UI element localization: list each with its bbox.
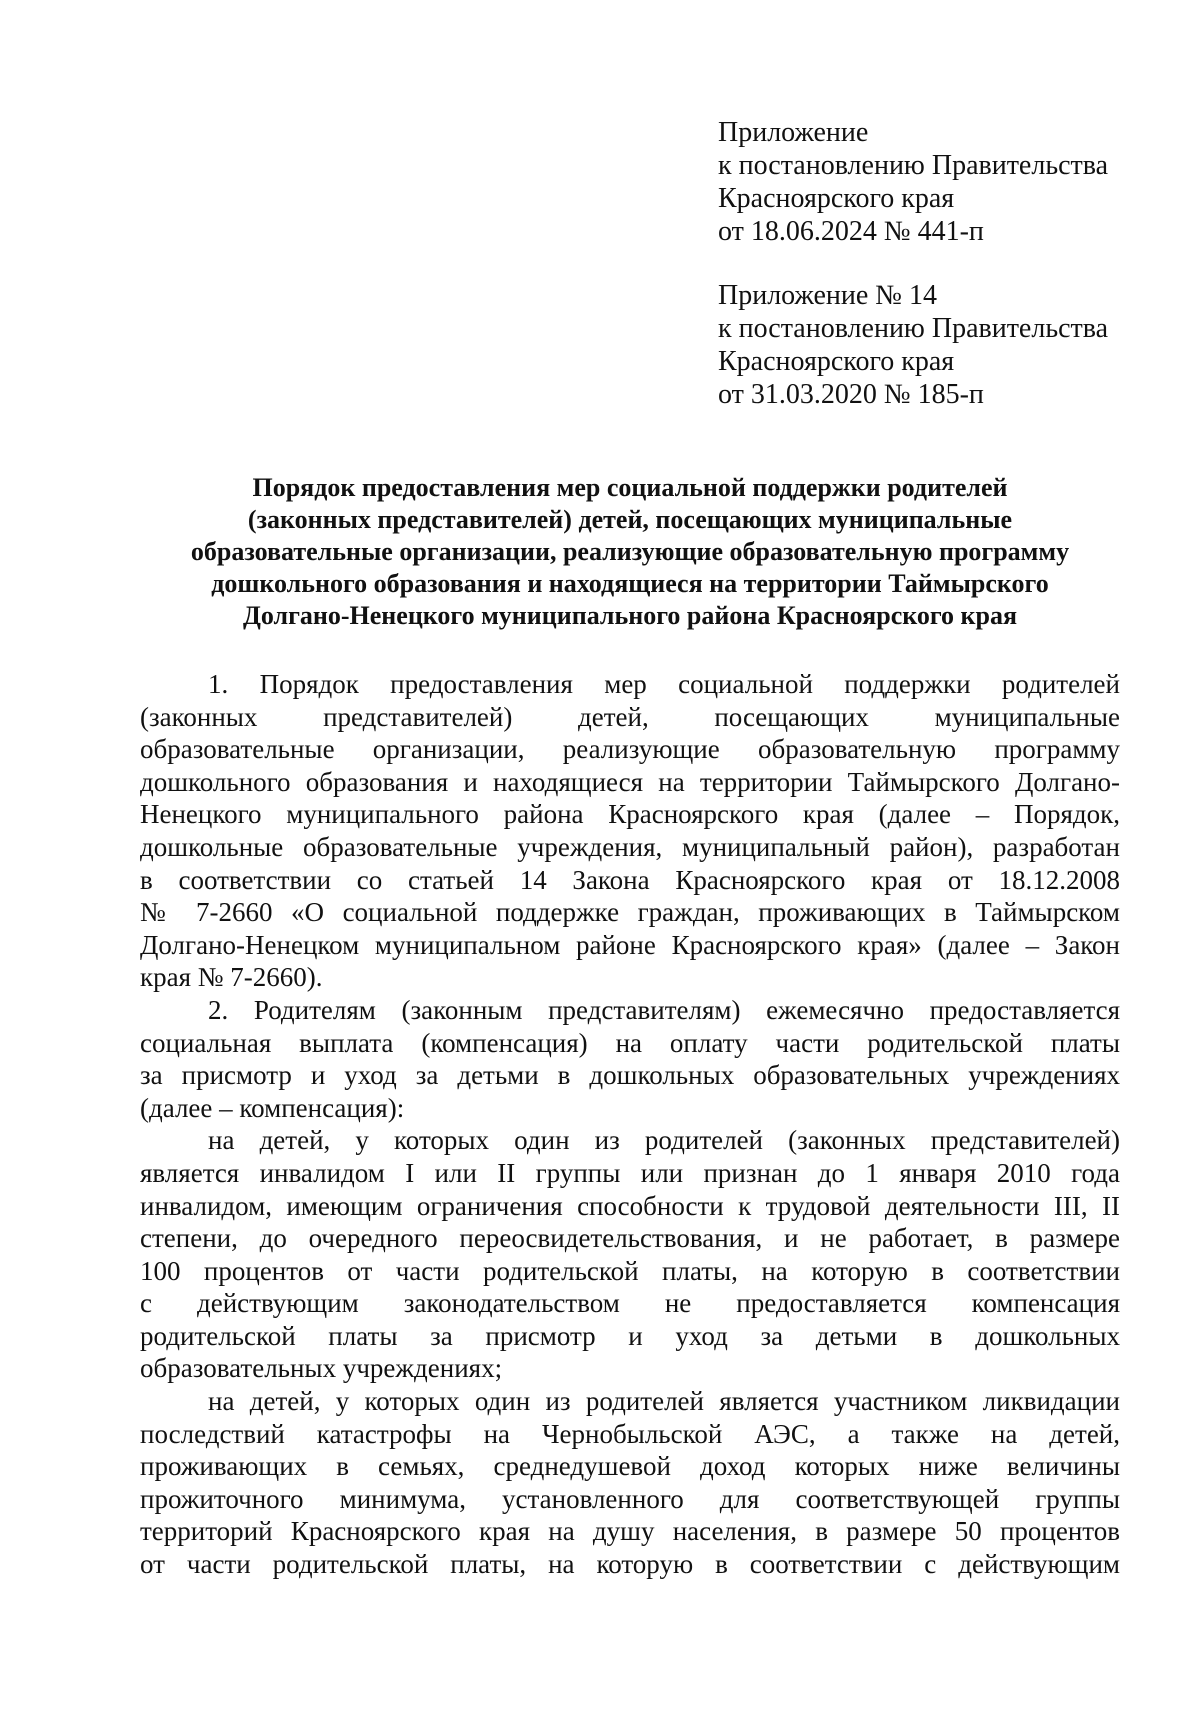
title-line: образовательные организации, реализующие образовательную программу [190,537,1070,566]
paragraph-line: родительской платы за присмотр и уход за детьми в дошкольных [140,1320,1120,1351]
paragraph [140,994,1120,1124]
paragraph-line: инвалидом, имеющим ограничения способности к трудовой деятельности III, II [140,1190,1120,1221]
header-line: от 18.06.2024 № 441-п [718,216,984,247]
document-body [140,668,1120,1581]
paragraph-line: края № 7-2660). [140,962,323,993]
paragraph-line: на детей, у которых один из родителей является участником ликвидации [208,1386,1120,1417]
paragraph-line: образовательные организации, реализующие образовательную программу [140,734,1120,765]
paragraph [140,1124,1120,1385]
header-line: Красноярского края [718,183,955,214]
header-line: Приложение № 14 [718,280,937,311]
paragraph-line: (далее – компенсация): [140,1092,405,1123]
title-line: дошкольного образования и находящиеся на территории Таймырского [211,569,1049,598]
paragraph-line: социальная выплата (компенсация) на оплату части родительской платы [140,1027,1120,1058]
paragraph-line: в соответствии со статьей 14 Закона Красноярского края от 18.12.2008 [140,864,1120,895]
paragraph-line: последствий катастрофы на Чернобыльской АЭС, а также на детей, [140,1418,1120,1449]
paragraph-line: образовательных учреждениях; [140,1353,503,1384]
paragraph-line: за присмотр и уход за детьми в дошкольных образовательных учреждениях [140,1060,1120,1091]
title-line: (законных представителей) детей, посещающих муниципальные [247,505,1013,534]
header-line: Красноярского края [718,346,955,377]
paragraph-line: Ненецкого муниципального района Красноярского края (далее – Порядок, [140,799,1120,830]
paragraph [140,1385,1120,1581]
paragraph-line: № 7-2660 «О социальной поддержке граждан, проживающих в Таймырском [140,897,1120,928]
paragraph-line: Долгано-Ненецком муниципальном районе Красноярского края» (далее – Закон [140,929,1120,960]
paragraph-line: территорий Красноярского края на душу населения, в размере 50 процентов [140,1516,1120,1547]
header-line: к постановлению Правительства [718,150,1109,181]
paragraph [140,668,1120,994]
title-line: Порядок предоставления мер социальной поддержки родителей [252,473,1008,502]
paragraph-line: проживающих в семьях, среднедушевой доход которых ниже величины [140,1451,1120,1482]
paragraph-line: 1. Порядок предоставления мер социальной поддержки родителей [208,669,1120,699]
paragraph-line: от части родительской платы, на которую в соответствии с действующим [140,1549,1120,1580]
paragraph-line: степени, до очередного переосвидетельствования, и не работает, в размере [140,1223,1120,1254]
approval-header-current [718,116,1158,248]
paragraph-line: (законных представителей) детей, посещающих муниципальные [140,701,1120,732]
paragraph-line: с действующим законодательством не предоставляется компенсация [140,1288,1120,1319]
document-title [140,472,1120,632]
paragraph-line: является инвалидом I или II группы или признан до 1 января 2010 года [140,1157,1120,1188]
paragraph-line: 2. Родителям (законным представителям) ежемесячно предоставляется [208,994,1120,1025]
title-line: Долгано-Ненецкого муниципального района Красноярского края [242,601,1018,630]
paragraph-line: дошкольного образования и находящиеся на территории Таймырского Долгано- [140,766,1120,797]
header-line: Приложение [718,117,869,148]
paragraph-line: 100 процентов от части родительской платы, на которую в соответствии [140,1255,1120,1286]
paragraph-line: прожиточного минимума, установленного для соответствующей группы [140,1483,1120,1514]
header-line: к постановлению Правительства [718,313,1109,344]
paragraph-line: на детей, у которых один из родителей (законных представителей) [208,1125,1120,1156]
paragraph-line: дошкольные образовательные учреждения, муниципальный район), разработан [140,831,1120,862]
header-line: от 31.03.2020 № 185-п [718,379,984,410]
approval-header-original [718,279,1158,411]
